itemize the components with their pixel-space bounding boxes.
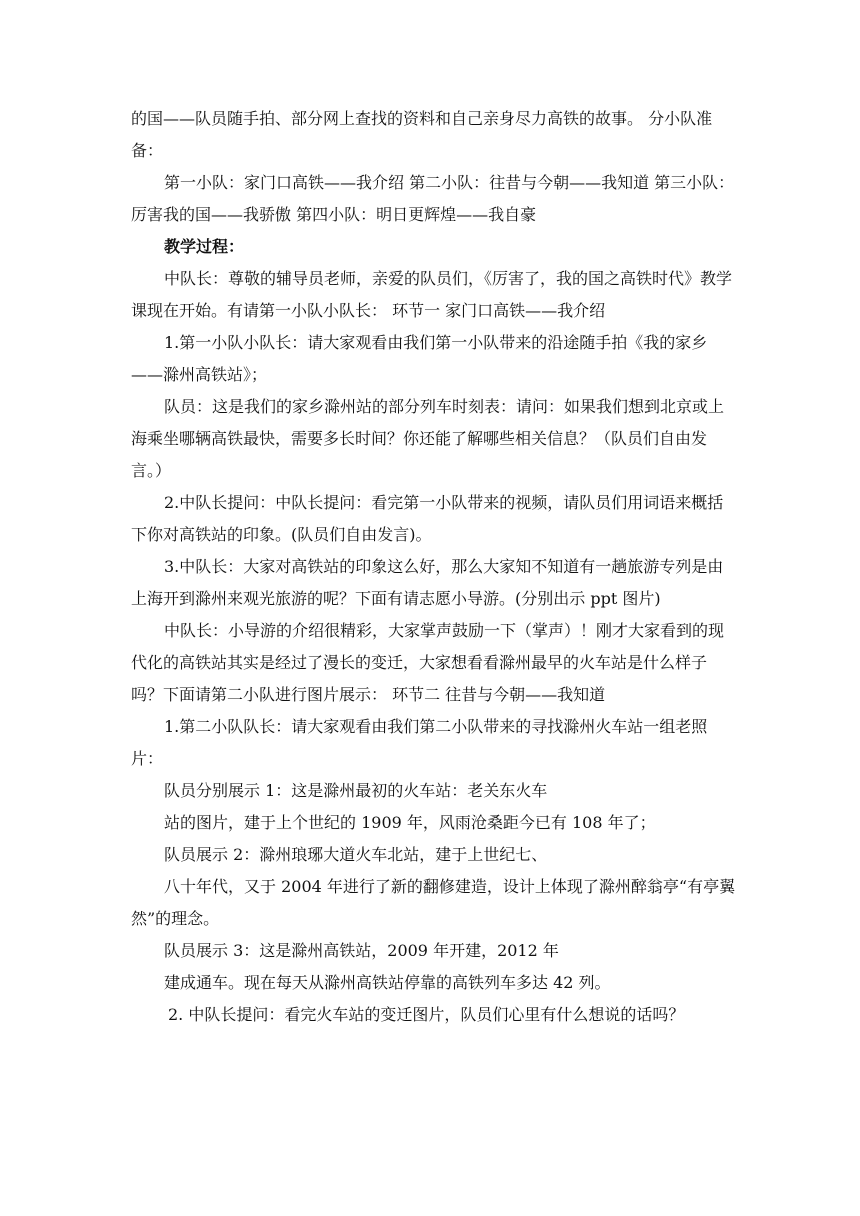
section-heading-teaching-process: 教学过程： <box>164 237 245 256</box>
paragraph-team-list: 第一小队：家门口高铁——我介绍 第二小队：往昔与今朝——我知道 第三小队：厉害我的国——我骄傲 第四小队：明日更辉煌——我自豪 <box>131 173 735 224</box>
paragraph-display-three-a: 队员展示 3：这是滁州高铁站，2009 年开建，2012 年 <box>164 941 559 960</box>
paragraph-display-one-a: 队员分别展示 1：这是滁州最初的火车站：老关东火车 <box>164 781 548 800</box>
paragraph-team-two-photos: 1.第二小队队长：请大家观看由我们第二小队带来的寻找滁州火车站一组老照片： <box>131 717 708 768</box>
paragraph-display-two-a: 队员展示 2：滁州琅琊大道火车北站，建于上世纪七、 <box>164 845 548 864</box>
paragraph-display-two-b: 八十年代，又于 2004 年进行了新的翻修建造，设计上体现了滁州醉翁亭“有亭翼然”的理念。 <box>131 877 736 928</box>
paragraph-opening-speech: 中队长：尊敬的辅导员老师，亲爱的队员们，《厉害了，我的国之高铁时代》教学课现在开始。有请第一小队小队长： 环节一 家门口高铁——我介绍 <box>131 269 733 320</box>
paragraph-final-question: 2. 中队长提问：看完火车站的变迁图片，队员们心里有什么想说的话吗？ <box>168 1005 685 1024</box>
paragraph-team-one-video: 1.第一小队小队长：请大家观看由我们第一小队带来的沿途随手拍《我的家乡——滁州高铁站》； <box>131 333 708 384</box>
paragraph-tour-train: 3.中队长：大家对高铁站的印象这么好，那么大家知不知道有一趟旅游专列是由上海开到滁州来观光旅游的呢？下面有请志愿小导游。(分别出示 ppt 图片) <box>131 557 724 608</box>
paragraph-display-one-b: 站的图片，建于上个世纪的 1909 年，风雨沧桑距今已有 108 年了； <box>164 813 656 832</box>
paragraph-station-history-intro: 中队长：小导游的介绍很精彩，大家掌声鼓励一下（掌声）！刚才大家看到的现代化的高铁站其实是经过了漫长的变迁，大家想看看滁州最早的火车站是什么样子吗？下面请第二小队进行图片展示： 环节二 往昔与今朝——我知道 <box>131 621 725 704</box>
paragraph-train-schedule-question: 队员：这是我们的家乡滁州站的部分列车时刻表：请问：如果我们想到北京或上海乘坐哪辆高铁最快，需要多长时间？你还能了解哪些相关信息？（队员们自由发言。） <box>131 397 725 480</box>
document-body <box>131 103 736 1031</box>
paragraph-impression-question: 2.中队长提问：中队长提问：看完第一小队带来的视频，请队员们用词语来概括下你对高铁站的印象。(队员们自由发言)。 <box>131 493 724 544</box>
paragraph-display-three-b: 建成通车。现在每天从滁州高铁站停靠的高铁列车多达 42 列。 <box>164 973 611 992</box>
paragraph-intro-continuation: 的国——队员随手拍、部分网上查找的资料和自己亲身尽力高铁的故事。 分小队准备： <box>131 109 713 160</box>
